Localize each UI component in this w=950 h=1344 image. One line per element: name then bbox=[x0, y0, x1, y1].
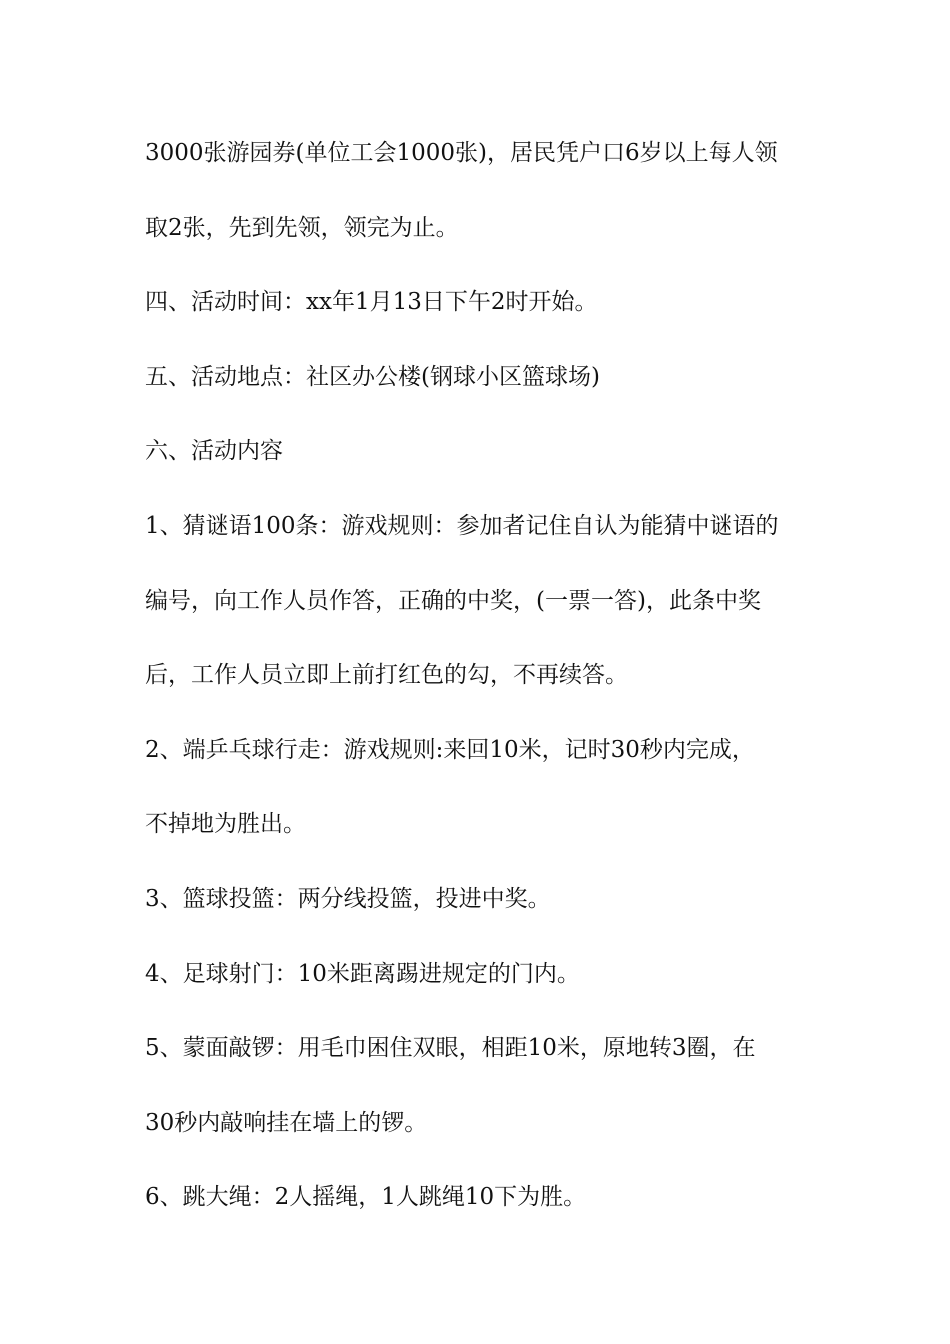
section-heading-time: 四、活动时间：xx年1月13日下午2时开始。 bbox=[145, 289, 598, 316]
text-line: 后，工作人员立即上前打红色的勾，不再续答。 bbox=[145, 662, 628, 689]
list-item-ping-pong-walk: 2、端乒乓球行走：游戏规则:来回10米，记时30秒内完成， bbox=[145, 736, 755, 763]
text-line: 编号，向工作人员作答，正确的中奖，(一票一答)，此条中奖 bbox=[145, 587, 761, 614]
text-line: 3000张游园券(单位工会1000张)，居民凭户口6岁以上每人领 bbox=[145, 140, 778, 166]
list-item-blindfold-gong: 5、蒙面敲锣：用毛巾困住双眼，相距10米，原地转3圈，在 bbox=[145, 1035, 756, 1062]
section-heading-location: 五、活动地点：社区办公楼(钢球小区篮球场) bbox=[145, 363, 600, 390]
list-item-basketball: 3、篮球投篮：两分线投篮，投进中奖。 bbox=[145, 885, 551, 912]
list-item-jump-rope: 6、跳大绳：2人摇绳，1人跳绳10下为胜。 bbox=[145, 1184, 587, 1211]
section-heading-content: 六、活动内容 bbox=[145, 438, 283, 465]
document-body bbox=[145, 127, 817, 1246]
text-line: 30秒内敲响挂在墙上的锣。 bbox=[145, 1109, 428, 1136]
list-item-football: 4、足球射门：10米距离踢进规定的门内。 bbox=[145, 960, 580, 987]
text-line: 取2张，先到先领，领完为止。 bbox=[145, 214, 459, 241]
text-line: 不掉地为胜出。 bbox=[145, 811, 306, 838]
list-item-riddles: 1、猜谜语100条：游戏规则：参加者记住自认为能猜中谜语的 bbox=[145, 512, 779, 539]
